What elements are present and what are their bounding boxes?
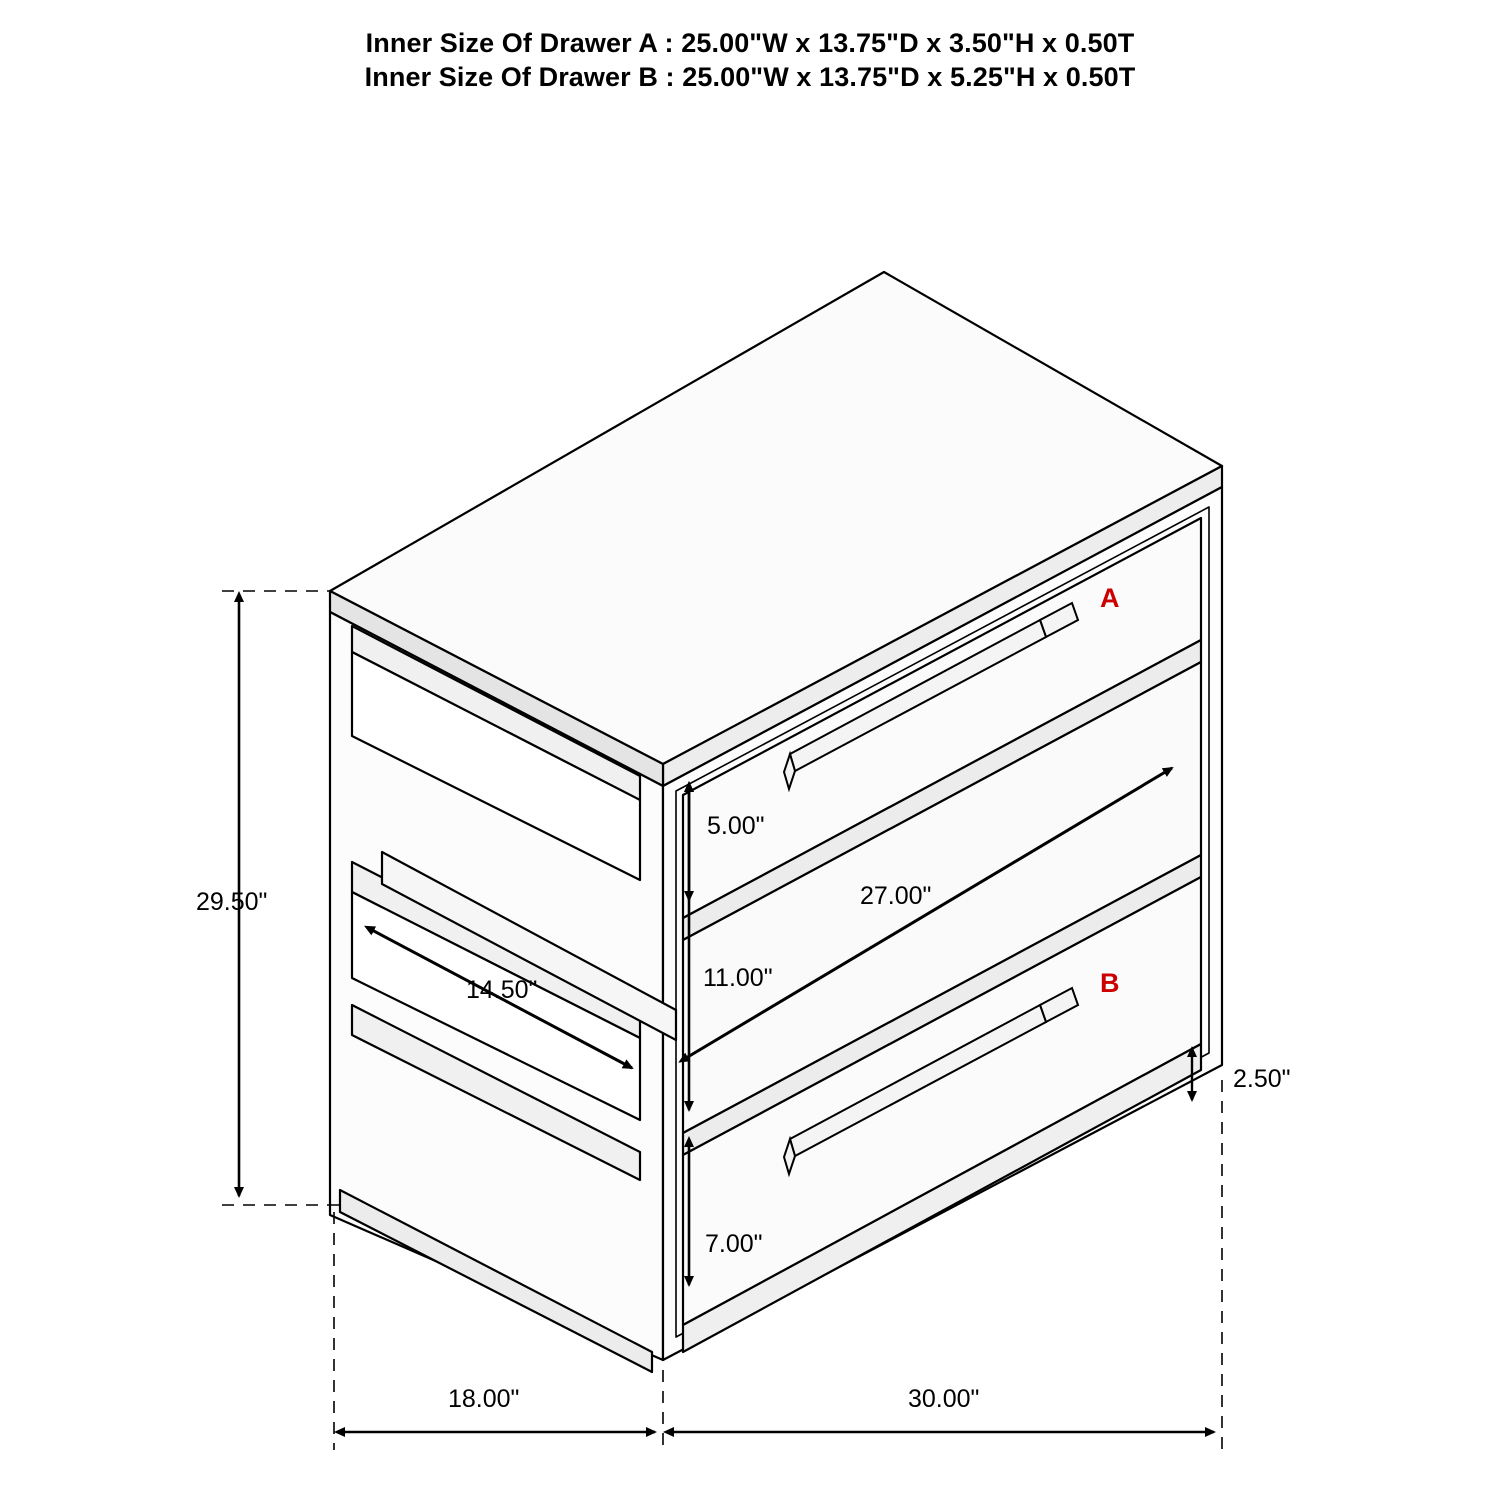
label-overall-height: 29.50"	[196, 888, 268, 916]
label-width-overall: 30.00"	[908, 1385, 980, 1413]
label-drawer-a-height: 5.00"	[707, 812, 765, 840]
label-inner-depth: 14.50"	[466, 976, 538, 1004]
label-inner-width: 27.00"	[860, 882, 932, 910]
drawer-b-letter: B	[1100, 968, 1120, 998]
drawer-a-spec: Inner Size Of Drawer A : 25.00"W x 13.75"D x 3.50"H x 0.50T	[365, 28, 1135, 58]
drawer-b-spec: Inner Size Of Drawer B : 25.00"W x 13.75"D x 5.25"H x 0.50T	[364, 62, 1136, 92]
label-bottom-height: 7.00"	[705, 1230, 763, 1258]
cabinet-body	[330, 272, 1222, 1372]
label-depth-overall: 18.00"	[448, 1385, 520, 1413]
drawer-a-letter: A	[1100, 583, 1120, 613]
label-base-height: 2.50"	[1233, 1065, 1291, 1093]
label-middle-height: 11.00"	[703, 964, 773, 992]
